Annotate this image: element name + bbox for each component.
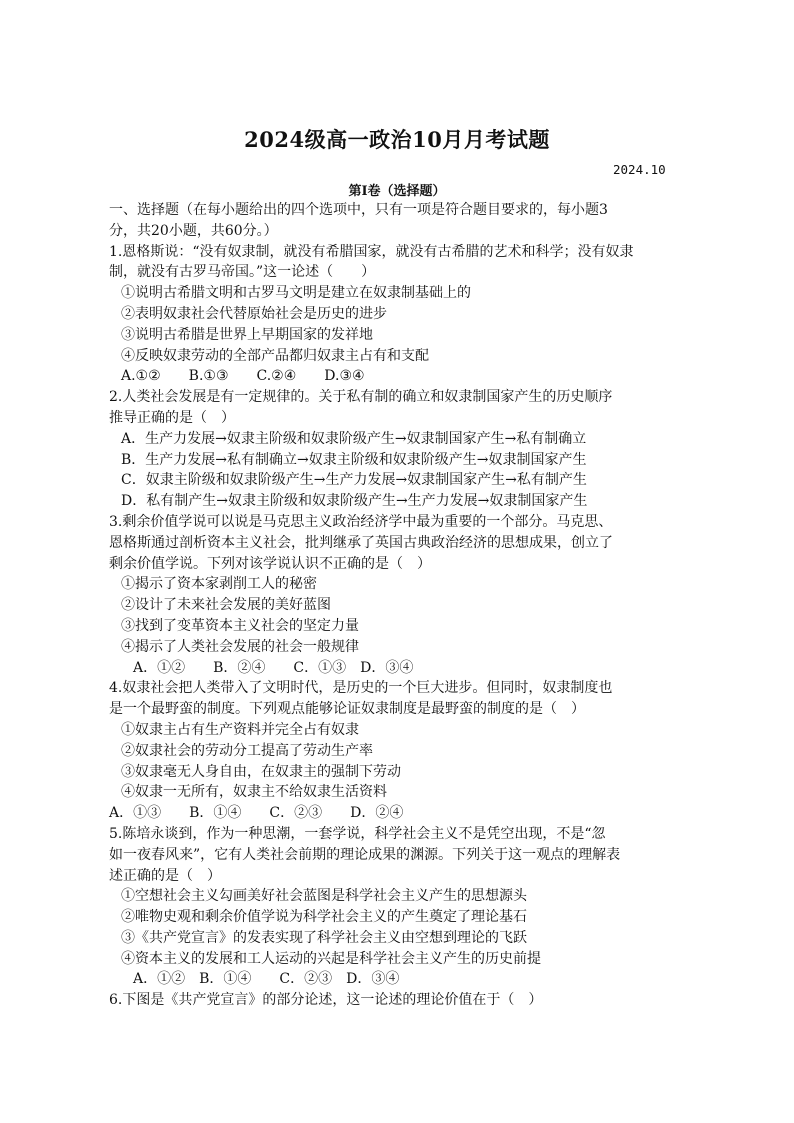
- text-line: ③找到了变革资本主义社会的坚定力量: [121, 617, 359, 634]
- text-line: 是一个最野蛮的制度。下列观点能够论证奴隶制度是最野蛮的制度的是（ ）: [109, 701, 585, 718]
- text-line: 恩格斯通过剖析资本主义社会，批判继承了英国古典政治经济的思想成果，创立了: [109, 534, 613, 551]
- text-line: ④奴隶一无所有，奴隶主不给奴隶生活资料: [121, 784, 387, 801]
- text-line: ①奴隶主占有生产资料并完全占有奴隶: [121, 721, 359, 738]
- text-line: A.①② B.①③ C.②④ D.③④: [121, 368, 365, 385]
- text-line: B．生产力发展→私有制确立→奴隶主阶级和奴隶阶级产生→奴隶制国家产生: [121, 451, 587, 468]
- text-line: 2.人类社会发展是有一定规律的。关于私有制的确立和奴隶制国家产生的历史顺序: [109, 389, 613, 406]
- text-line: ④揭示了人类社会发展的社会一般规律: [121, 638, 359, 655]
- text-line: ②表明奴隶社会代替原始社会是历史的进步: [121, 305, 387, 322]
- text-line: ②唯物史观和剩余价值学说为科学社会主义的产生奠定了理论基石: [121, 909, 527, 926]
- text-line: 3.剩余价值学说可以说是马克思主义政治经济学中最为重要的一个部分。马克思、: [109, 513, 613, 530]
- exam-date: 2024.10: [613, 162, 666, 177]
- text-line: 述正确的是（ ）: [109, 867, 221, 884]
- section-heading: 第Ⅰ卷（选择题）: [348, 184, 446, 199]
- text-line: A．①② B．②④ C．①③ D．③④: [133, 659, 414, 676]
- question-body: [109, 200, 694, 1011]
- text-line: ①揭示了资本家剥削工人的秘密: [121, 576, 317, 593]
- text-line: ②设计了未来社会发展的美好蓝图: [121, 597, 331, 614]
- text-line: 6.下图是《共产党宣言》的部分论述，这一论述的理论价值在于（ ）: [109, 992, 543, 1009]
- text-line: ①说明古希腊文明和古罗马文明是建立在奴隶制基础上的: [121, 285, 471, 302]
- text-line: C．奴隶主阶级和奴隶阶级产生→生产力发展→奴隶制国家产生→私有制产生: [121, 472, 587, 489]
- text-line: ③《共产党宣言》的发表实现了科学社会主义由空想到理论的飞跃: [121, 929, 527, 946]
- text-line: 一、选择题（在每小题给出的四个选项中，只有一项是符合题目要求的，每小题3: [109, 202, 608, 218]
- text-line: 1.恩格斯说：“没有奴隶制，就没有希腊国家，就没有古希腊的艺术和科学；没有奴隶: [109, 243, 634, 260]
- text-line: 制，就没有古罗马帝国。”这一论述（ ）: [109, 264, 376, 281]
- text-line: D．私有制产生→奴隶主阶级和奴隶阶级产生→生产力发展→奴隶制国家产生: [121, 493, 588, 510]
- text-line: ④资本主义的发展和工人运动的兴起是科学社会主义产生的历史前提: [121, 950, 541, 967]
- exam-title: 2024级高一政治10月月考试题: [244, 127, 550, 152]
- text-line: A．①③ B．①④ C．②③ D．②④: [109, 805, 404, 822]
- text-line: ③奴隶毫无人身自由，在奴隶主的强制下劳动: [121, 763, 401, 780]
- text-line: 4.奴隶社会把人类带入了文明时代，是历史的一个巨大进步。但同时，奴隶制度也: [109, 680, 613, 697]
- text-line: 推导正确的是（ ）: [109, 409, 235, 426]
- text-line: A．①② B．①④ C．②③ D．③④: [133, 971, 400, 988]
- text-line: 5.陈培永谈到，作为一种思潮，一套学说，科学社会主义不是凭空出现，不是“忽: [109, 825, 606, 842]
- text-line: 如一夜春风来”，它有人类社会前期的理论成果的渊源。下列关于这一观点的理解表: [109, 846, 621, 863]
- text-line: ④反映奴隶劳动的全部产品都归奴隶主占有和支配: [121, 347, 429, 364]
- text-line: ②奴隶社会的劳动分工提高了劳动生产率: [121, 742, 373, 759]
- text-line: A．生产力发展→奴隶主阶级和奴隶阶级产生→奴隶制国家产生→私有制确立: [121, 430, 587, 447]
- text-line: ③说明古希腊是世界上早期国家的发祥地: [121, 326, 373, 343]
- text-line: 剩余价值学说。下列对该学说认识不正确的是（ ）: [109, 555, 431, 572]
- text-line: ①空想社会主义勾画美好社会蓝图是科学社会主义产生的思想源头: [121, 888, 527, 905]
- text-line: 分，共20小题，共60分。）: [109, 222, 278, 239]
